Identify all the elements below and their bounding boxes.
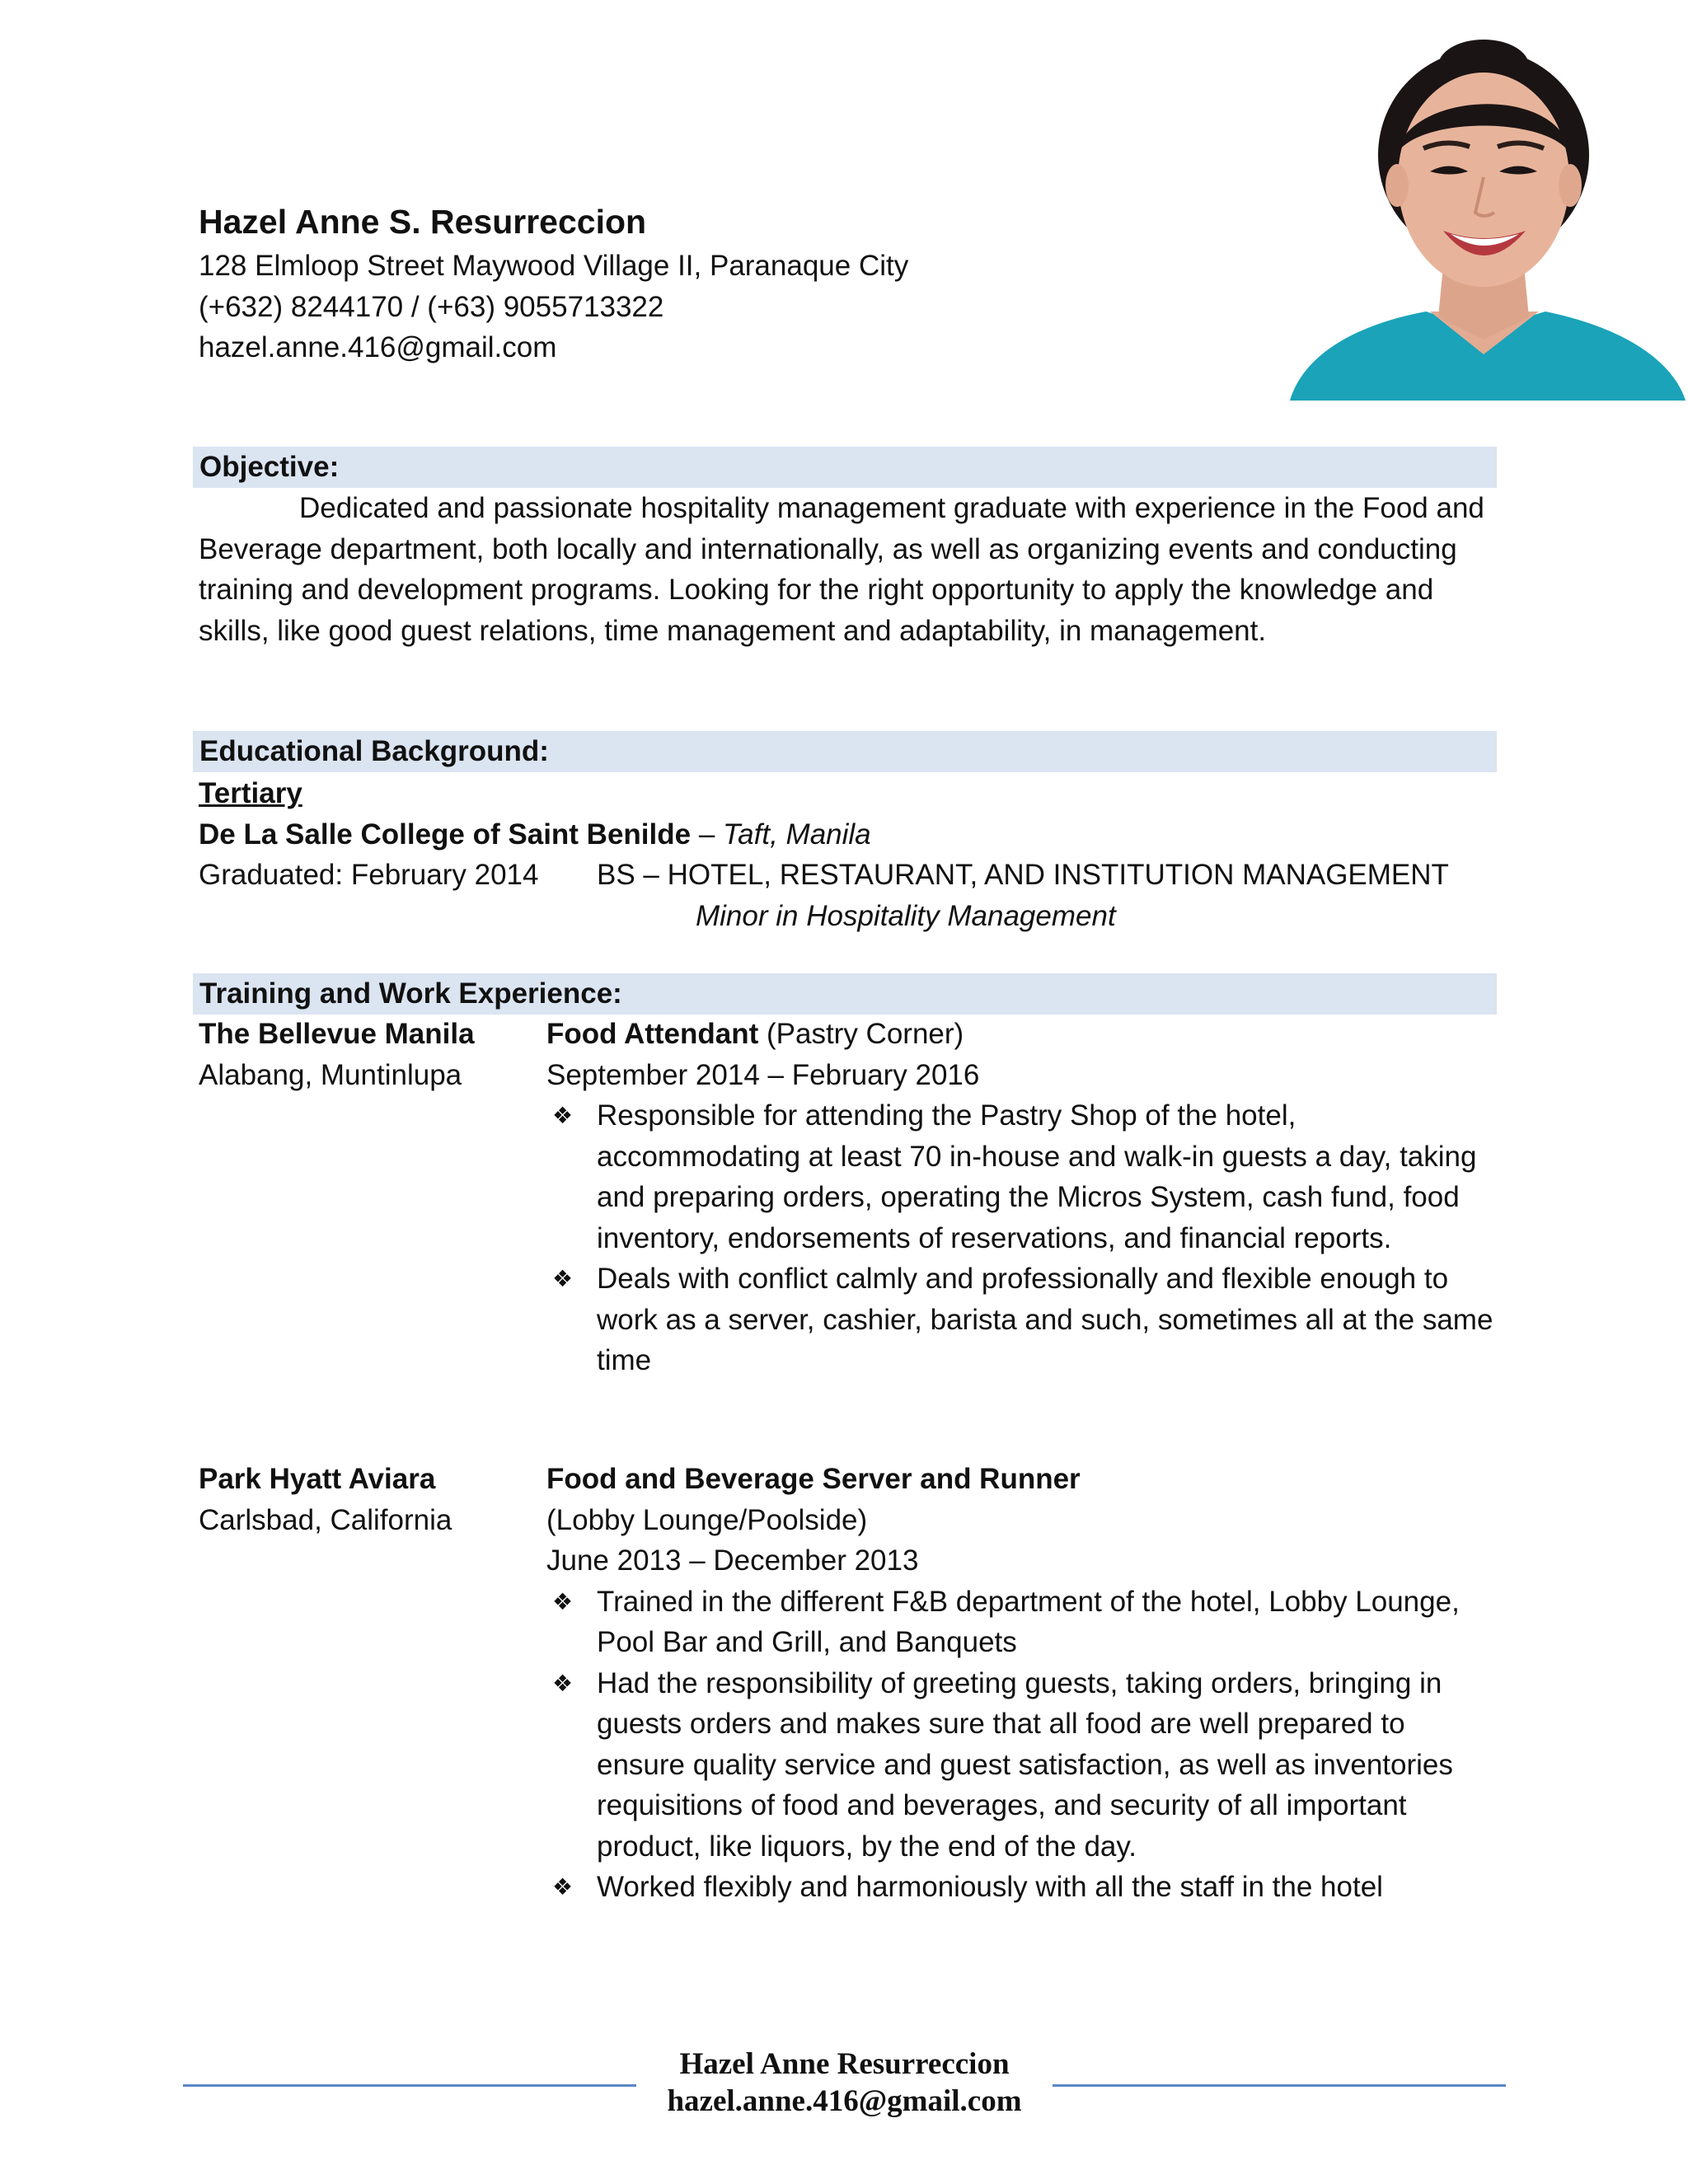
profile-photo [1282,33,1686,401]
job-employer-column [199,1014,545,1095]
page-footer [0,2044,1688,2135]
job-entry [199,1014,1501,1426]
list-item [546,1663,1494,1868]
school-line [199,814,1501,855]
objective-text: Dedicated and passionate hospitality management graduate with experience in the Food and Beverage department, both locally and internationally, as well as organizing events and conducting training and development programs. Looking for the right opportunity to apply the knowledge and skills, like good guest relations, time management and adaptability, in management. [199,492,1484,647]
job-dates: June 2013 – December 2013 [546,1544,919,1577]
duty-text: Deals with conflict calmly and professionally and flexible enough to work as a server, cashier, barista and such, sometimes all at the same time [597,1263,1493,1376]
job-title: Food Attendant [546,1018,759,1050]
job-duties-list [546,1095,1494,1381]
job-dates: September 2014 – February 2016 [546,1058,980,1091]
minor-row [199,896,1501,937]
duty-text: Had the responsibility of greeting guests, taking orders, bringing in guests orders and makes sure that all food are well prepared to ensure quality service and guest satisfaction, as well as inventories requisitions of food and beverages, and security of all important product, like liquors, by the end of the day. [597,1666,1453,1863]
objective-section [199,488,1501,651]
duty-text: Worked flexibly and harmoniously with all the staff in the hotel [597,1871,1383,1903]
profile-photo-icon [1282,33,1686,401]
graduation-date: Graduated: February 2014 [199,859,539,891]
phone: (+632) 8244170 / (+63) 9055713322 [199,290,664,323]
footer-divider-right [1053,2084,1506,2087]
job-details-column [546,1459,1494,1908]
diamond-bullet-icon: ❖ [552,1669,574,1697]
job-title: Food and Beverage Server and Runner [546,1463,1081,1495]
education-section [199,773,1501,936]
degree: BS – HOTEL, RESTAURANT, AND INSTITUTION MANAGEMENT [597,859,1449,891]
employer-location: Carlsbad, California [199,1503,452,1536]
list-item [546,1095,1494,1258]
degree-row [199,855,1501,896]
address: 128 Elmloop Street Maywood Village II, Paranaque City [199,250,909,282]
job-subtitle: (Lobby Lounge/Poolside) [546,1503,868,1536]
diamond-bullet-icon: ❖ [552,1102,574,1129]
job-entry [199,1459,1501,1920]
footer-divider-left [183,2084,636,2087]
list-item [546,1867,1494,1908]
footer-name: Hazel Anne Resurreccion [679,2047,1010,2081]
list-item [546,1258,1494,1381]
footer-email: hazel.anne.416@gmail.com [667,2084,1022,2118]
diamond-bullet-icon: ❖ [552,1265,574,1292]
job-employer-column [199,1459,545,1540]
job-subtitle: (Pastry Corner) [758,1018,964,1050]
employer-name: Park Hyatt Aviara [199,1463,436,1495]
email: hazel.anne.416@gmail.com [199,331,557,363]
job-title-line [546,1014,1494,1055]
school-dash: – [691,818,724,851]
job-details-column [546,1014,1494,1381]
applicant-name: Hazel Anne S. Resurreccion [199,203,647,241]
diamond-bullet-icon: ❖ [552,1587,574,1615]
experience-heading: Training and Work Experience: [193,973,1497,1015]
objective-heading: Objective: [193,447,1497,488]
diamond-bullet-icon: ❖ [552,1873,574,1900]
school-name: De La Salle College of Saint Benilde [199,818,692,851]
education-level: Tertiary [199,777,302,809]
employer-location: Alabang, Muntinlupa [199,1058,462,1091]
school-location: Taft, Manila [723,818,871,851]
list-item [546,1582,1494,1663]
job-duties-list [546,1582,1494,1908]
contact-header [199,198,1270,368]
duty-text: Responsible for attending the Pastry Shop of the hotel, accommodating at least 70 in-house and walk-in guests a day, taking and preparing orders, operating the Micros System, cash fund, food inventory, endorsements of reservations, and financial reports. [597,1099,1477,1254]
education-heading: Educational Background: [193,731,1497,772]
duty-text: Trained in the different F&B department of the hotel, Lobby Lounge, Pool Bar and Grill, and Banquets [597,1585,1460,1658]
minor: Minor in Hospitality Management [696,899,1116,932]
employer-name: The Bellevue Manila [199,1018,475,1050]
